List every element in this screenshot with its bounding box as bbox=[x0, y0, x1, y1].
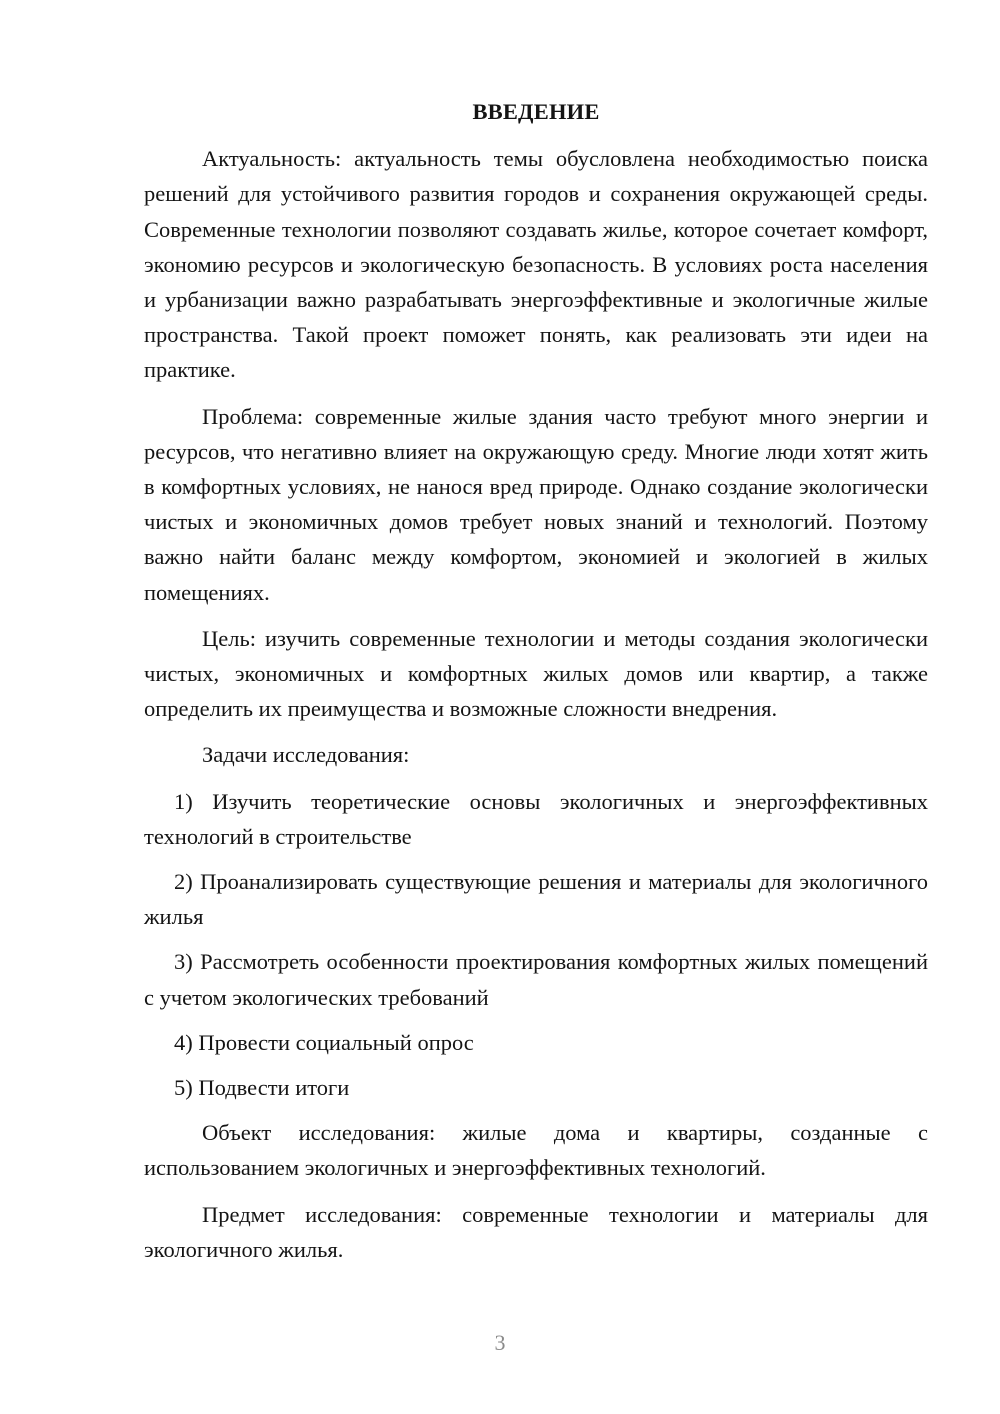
list-item: 5) Подвести итоги bbox=[174, 1075, 350, 1101]
list-item: 1) Изучить теоретические основы экологичных и энергоэффективных технологий в строительстве bbox=[144, 788, 928, 849]
tasks-list bbox=[144, 784, 928, 1106]
page-number: 3 bbox=[494, 1330, 506, 1355]
section-heading: ВВЕДЕНИЕ bbox=[472, 99, 600, 124]
paragraph-goal: Цель: изучить современные технологии и методы создания экологически чистых, экономичных и комфортных жилых домов или квартир, а также определить их преимущества и возможные сложности внедрения. bbox=[144, 625, 928, 722]
paragraph-object: Объект исследования: жилые дома и квартиры, созданные с использованием экологичных и энергоэффективных технологий. bbox=[144, 1120, 928, 1181]
list-item: 4) Провести социальный опрос bbox=[174, 1029, 474, 1055]
paragraph-problem: Проблема: современные жилые здания часто требуют много энергии и ресурсов, что негативно влияет на окружающую среду. Многие люди хотят жить в комфортных условиях, не нанося вред природе. Однако создание экологически чистых и экономичных домов требует новых знаний и технологий. Поэтому важно найти баланс между комфортом, экономией и экологией в жилых помещениях. bbox=[144, 403, 928, 605]
paragraph-relevance: Актуальность: актуальность темы обусловлена необходимостью поиска решений для устойчивого развития городов и сохранения окружающей среды. Современные технологии позволяют создавать жилье, которое сочетает комфорт, экономию ресурсов и экологическую безопасность. В условиях роста населения и урбанизации важно разрабатывать энергоэффективные и экологичные жилые пространства. Такой проект поможет понять, как реализовать эти идеи на практике. bbox=[144, 146, 928, 383]
paragraph-subject: Предмет исследования: современные технологии и материалы для экологичного жилья. bbox=[144, 1201, 928, 1262]
document-body bbox=[144, 94, 928, 1278]
list-item: 3) Рассмотреть особенности проектирования комфортных жилых помещений с учетом экологических требований bbox=[144, 949, 928, 1010]
list-item: 2) Проанализировать существующие решения и материалы для экологичного жилья bbox=[144, 869, 928, 930]
tasks-label: Задачи исследования: bbox=[202, 742, 410, 768]
